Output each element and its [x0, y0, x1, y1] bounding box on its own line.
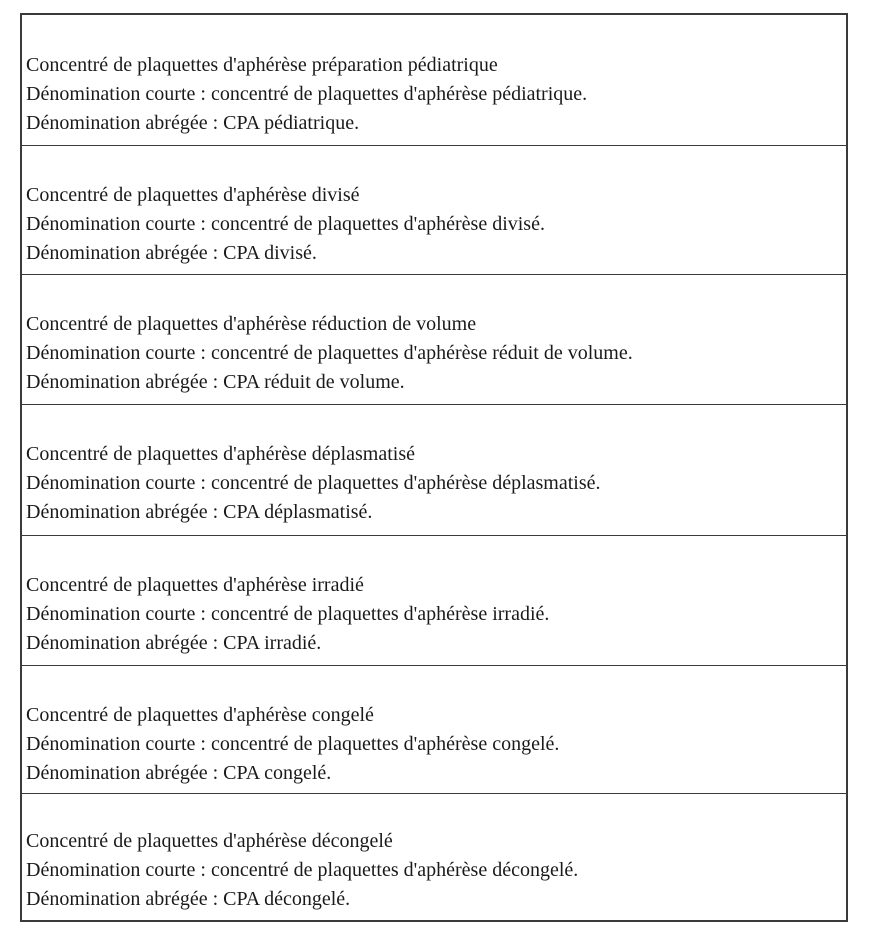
table-row — [22, 665, 846, 793]
short-name: Dénomination courte : concentré de plaquettes d'aphérèse irradié. — [26, 603, 550, 625]
table-row — [22, 15, 846, 145]
abbreviated-name: Dénomination abrégée : CPA congelé. — [26, 762, 332, 784]
short-name: Dénomination courte : concentré de plaquettes d'aphérèse divisé. — [26, 213, 545, 235]
product-title: Concentré de plaquettes d'aphérèse réduction de volume — [26, 313, 477, 335]
product-title: Concentré de plaquettes d'aphérèse congelé — [26, 704, 374, 726]
table-row — [22, 535, 846, 665]
product-title: Concentré de plaquettes d'aphérèse divisé — [26, 184, 360, 206]
table-row — [22, 404, 846, 535]
product-title: Concentré de plaquettes d'aphérèse irradié — [26, 574, 364, 596]
abbreviated-name: Dénomination abrégée : CPA divisé. — [26, 242, 317, 264]
short-name: Dénomination courte : concentré de plaquettes d'aphérèse réduit de volume. — [26, 342, 633, 364]
short-name: Dénomination courte : concentré de plaquettes d'aphérèse pédiatrique. — [26, 83, 588, 105]
table-row — [22, 793, 846, 920]
denomination-table — [20, 13, 848, 922]
short-name: Dénomination courte : concentré de plaquettes d'aphérèse décongelé. — [26, 859, 579, 881]
product-title: Concentré de plaquettes d'aphérèse déplasmatisé — [26, 443, 416, 465]
product-title: Concentré de plaquettes d'aphérèse préparation pédiatrique — [26, 54, 498, 76]
abbreviated-name: Dénomination abrégée : CPA décongelé. — [26, 888, 351, 910]
abbreviated-name: Dénomination abrégée : CPA irradié. — [26, 632, 322, 654]
abbreviated-name: Dénomination abrégée : CPA réduit de volume. — [26, 371, 405, 393]
short-name: Dénomination courte : concentré de plaquettes d'aphérèse déplasmatisé. — [26, 472, 601, 494]
table-row — [22, 274, 846, 404]
abbreviated-name: Dénomination abrégée : CPA déplasmatisé. — [26, 501, 373, 523]
product-title: Concentré de plaquettes d'aphérèse décongelé — [26, 830, 393, 852]
short-name: Dénomination courte : concentré de plaquettes d'aphérèse congelé. — [26, 733, 560, 755]
table-row — [22, 145, 846, 274]
abbreviated-name: Dénomination abrégée : CPA pédiatrique. — [26, 112, 360, 134]
